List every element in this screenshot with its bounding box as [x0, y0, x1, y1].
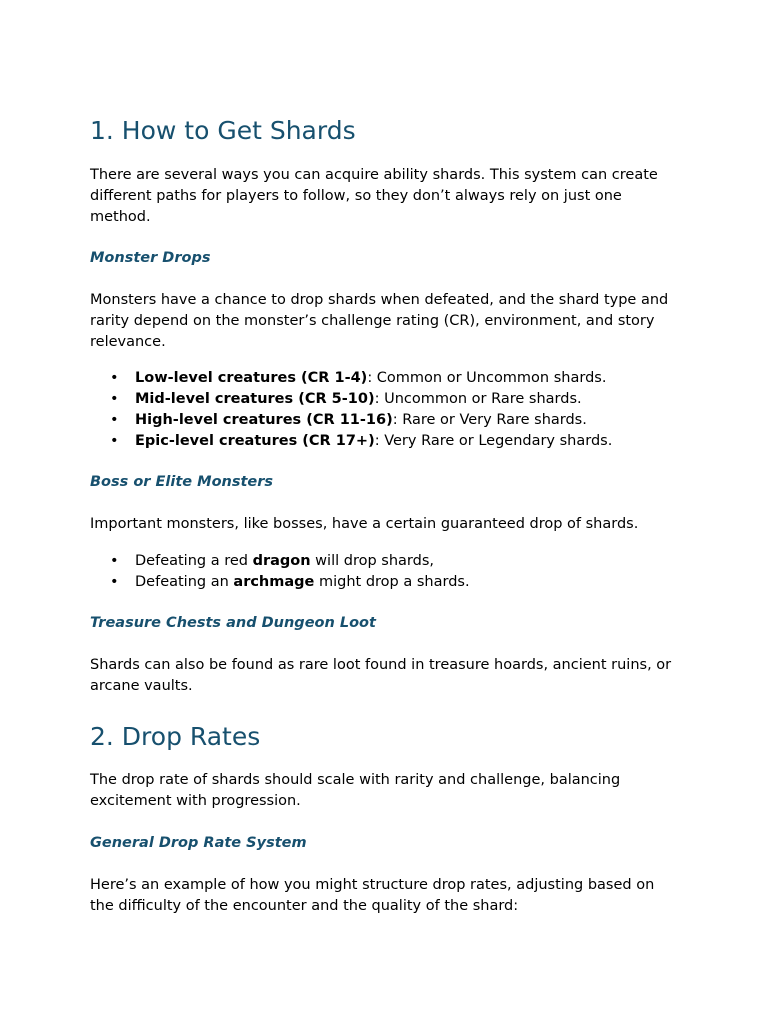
section-2-title: 2. Drop Rates [90, 722, 261, 751]
list-item [90, 389, 612, 410]
list-item-pre: Defeating an [135, 574, 234, 590]
list-item-text: : Common or Uncommon shards. [367, 370, 607, 386]
boss-list [90, 551, 470, 593]
treasure-text: Shards can also be found as rare loot found in treasure hoards, ancient ruins, or arcane vaults. [90, 657, 672, 694]
list-item-bold: Low-level creatures (CR 1-4) [135, 370, 368, 386]
general-drop-rate-text: Here’s an example of how you might structure drop rates, adjusting based on the difficulty of the encounter and the quality of the shard: [90, 877, 655, 914]
list-item-text: : Very Rare or Legendary shards. [374, 433, 613, 449]
list-item-bold: Mid-level creatures (CR 5-10) [135, 391, 375, 407]
treasure-heading: Treasure Chests and Dungeon Loot [90, 615, 376, 631]
boss-heading: Boss or Elite Monsters [90, 474, 274, 490]
general-drop-rate-heading: General Drop Rate System [90, 835, 307, 851]
list-item [90, 551, 470, 572]
monster-drops-list [90, 368, 612, 452]
list-item-text: : Rare or Very Rare shards. [392, 412, 587, 428]
boss-text: Important monsters, like bosses, have a certain guaranteed drop of shards. [90, 516, 639, 532]
list-item [90, 572, 470, 593]
bullet: • [110, 574, 119, 590]
list-item-bold: dragon [252, 553, 311, 569]
bullet: • [110, 370, 119, 386]
list-item [90, 410, 612, 431]
section-1-intro: There are several ways you can acquire ability shards. This system can create different paths for players to follow, so they don’t always rely on just one method. [90, 167, 658, 225]
monster-drops-text: Monsters have a chance to drop shards when defeated, and the shard type and rarity depend on the monster’s challenge rating (CR), environment, and story relevance. [90, 292, 669, 350]
bullet: • [110, 433, 119, 449]
list-item-pre: Defeating a red [135, 553, 253, 569]
bullet: • [110, 391, 119, 407]
list-item [90, 368, 612, 389]
bullet: • [110, 553, 119, 569]
monster-drops-heading: Monster Drops [90, 250, 211, 266]
section-2-intro: The drop rate of shards should scale with rarity and challenge, balancing excitement with progression. [90, 772, 621, 809]
list-item-text: will drop shards, [310, 553, 434, 569]
list-item [90, 431, 612, 452]
list-item-text: might drop a shards. [314, 574, 470, 590]
list-item-bold: Epic-level creatures (CR 17+) [135, 433, 375, 449]
list-item-bold: archmage [233, 574, 315, 590]
list-item-text: : Uncommon or Rare shards. [374, 391, 582, 407]
list-item-bold: High-level creatures (CR 11-16) [135, 412, 393, 428]
section-1-title: 1. How to Get Shards [90, 116, 356, 145]
bullet: • [110, 412, 119, 428]
